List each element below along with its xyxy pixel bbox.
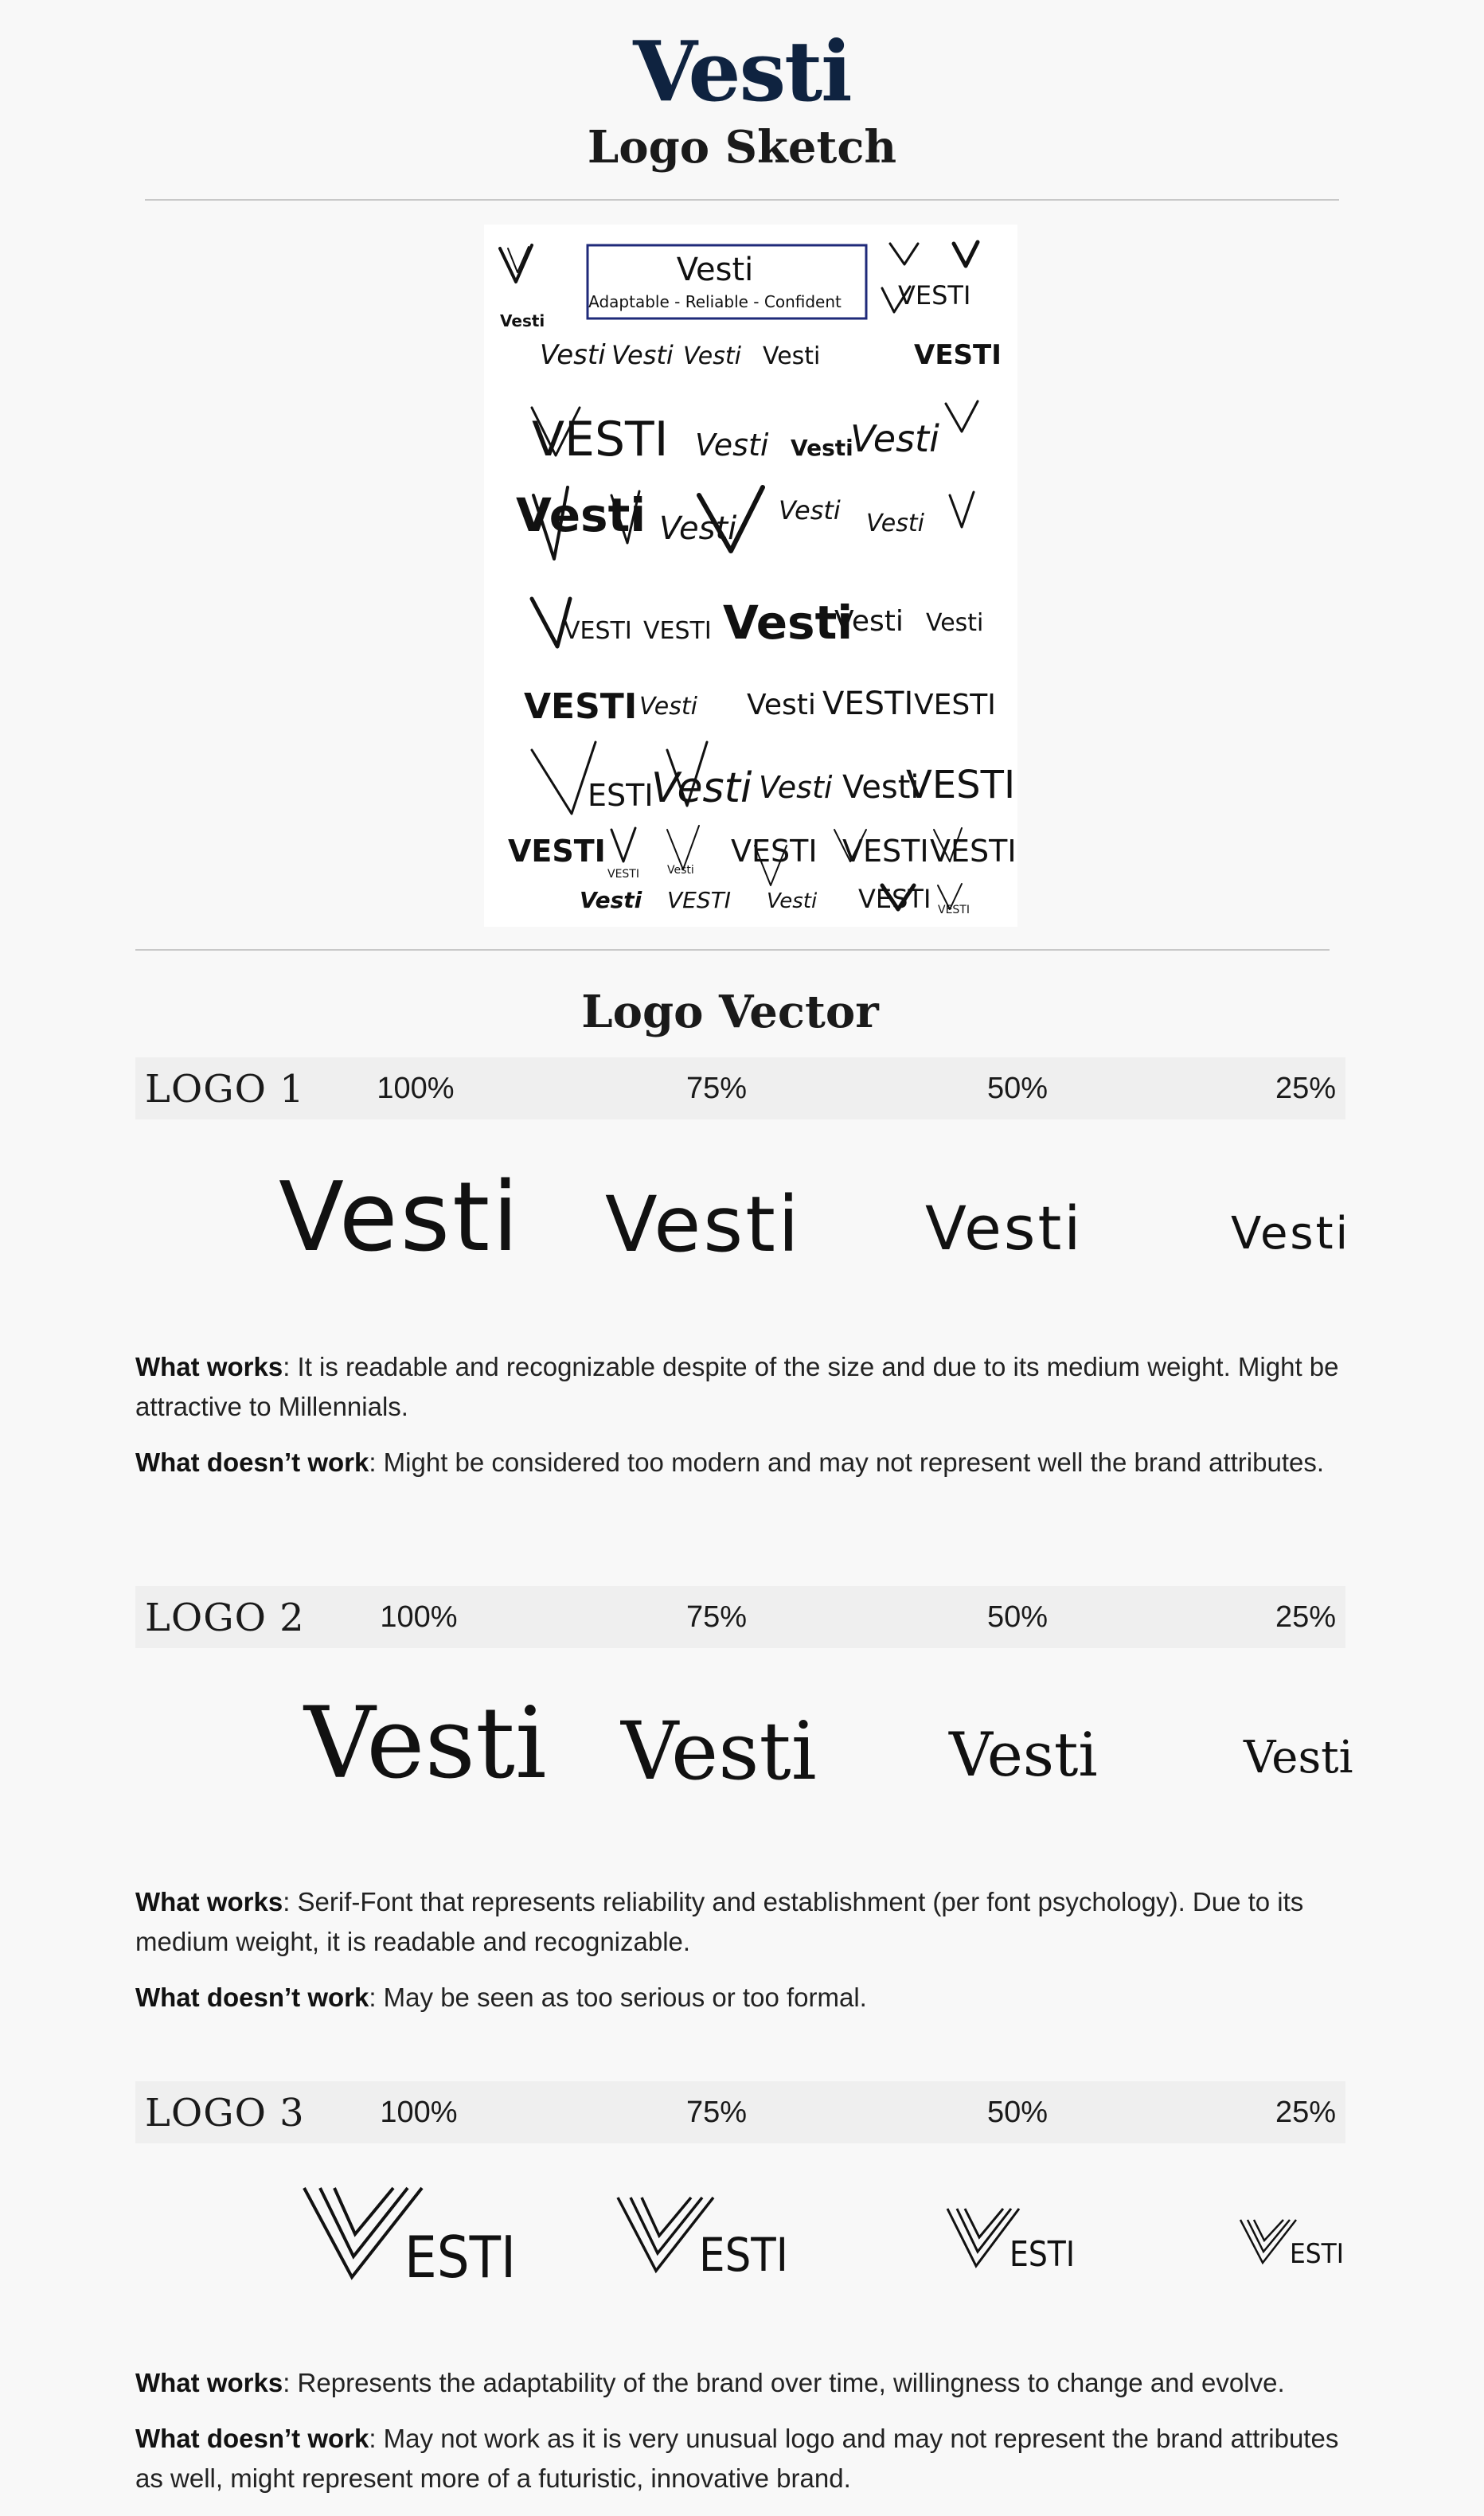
works-text: : It is readable and recognizable despite of the size and due to its medium weight. Might be attractive to Millennials.	[135, 1352, 1339, 1421]
svg-text:VESTI: VESTI	[842, 834, 929, 869]
logo-1-doesnt	[135, 1443, 1345, 1483]
svg-text:Vesti: Vesti	[850, 417, 939, 460]
logo-2-wordmark-25: Vesti	[1244, 1732, 1353, 1783]
logo-sketch-image	[484, 225, 1017, 927]
svg-text:VESTI: VESTI	[930, 834, 1017, 869]
svg-text:Vesti: Vesti	[516, 488, 646, 542]
svg-text:VESTI: VESTI	[667, 887, 731, 913]
svg-text:Vesti: Vesti	[540, 339, 606, 371]
svg-text:Vesti: Vesti	[651, 764, 752, 812]
svg-text:Vesti: Vesti	[667, 864, 694, 877]
logo-1-wordmark-100: Vesti	[279, 1162, 521, 1273]
svg-text:VESTI: VESTI	[524, 686, 638, 727]
logo-2-doesnt	[135, 1978, 1345, 2018]
svg-text:Vesti: Vesti	[926, 609, 984, 637]
sketch-box-tagline: Adaptable - Reliable - Confident	[588, 292, 842, 311]
sketch-word-1: VESTI	[532, 412, 669, 467]
svg-text:Vesti: Vesti	[791, 435, 853, 461]
percent-100: 100%	[380, 1600, 458, 1634]
doesnt-text: : May be seen as too serious or too formal.	[369, 1983, 867, 2012]
logo-1-wordmark-50: Vesti	[925, 1193, 1084, 1264]
sketch-word-3: VESTI	[564, 617, 632, 645]
logo-3-wordmark-50	[946, 2205, 1077, 2275]
works-label: What works	[135, 2368, 283, 2397]
works-text: : Represents the adaptability of the brand over time, willingness to change and evolve.	[283, 2368, 1285, 2397]
svg-text:VESTI: VESTI	[914, 339, 1002, 371]
logo-2-wordmark-50: Vesti	[949, 1719, 1098, 1790]
percent-100: 100%	[377, 1072, 455, 1105]
works-label: What works	[135, 1352, 283, 1381]
percent-25: 25%	[1275, 1600, 1337, 1634]
percent-75: 75%	[685, 2096, 748, 2129]
svg-text:VESTI: VESTI	[858, 884, 931, 914]
sketch-word-6: Vesti	[767, 889, 818, 913]
logo-1-wordmark-75: Vesti	[605, 1180, 802, 1269]
logo-3-letters: ESTI	[1010, 2234, 1075, 2275]
sketch-box-title: Vesti	[676, 252, 754, 288]
percent-50: 50%	[986, 1072, 1049, 1105]
logo-3-wordmark-100	[303, 2185, 517, 2291]
doesnt-label: What doesn’t work	[135, 1447, 369, 1477]
logo-3-header	[135, 2081, 1345, 2143]
logo-2-works	[135, 1882, 1345, 1962]
logo-1-wordmark-25: Vesti	[1231, 1208, 1351, 1260]
works-text: : Serif-Font that represents reliability and establishment (per font psychology). Due to its medium weight, it is readable and recognizable.	[135, 1887, 1304, 1956]
divider	[135, 949, 1330, 951]
svg-text:Vesti: Vesti	[683, 342, 741, 370]
svg-text:VESTI: VESTI	[822, 686, 914, 722]
percent-100: 100%	[380, 2096, 458, 2129]
svg-text:Vesti: Vesti	[639, 693, 697, 721]
divider	[145, 199, 1339, 201]
logo-2-wordmark-75: Vesti	[621, 1705, 817, 1798]
logo-3-doesnt	[135, 2419, 1345, 2498]
svg-text:VESTI: VESTI	[508, 834, 606, 869]
svg-text:Vesti: Vesti	[500, 311, 545, 330]
svg-text:VESTI: VESTI	[898, 280, 971, 311]
percent-50: 50%	[986, 2096, 1049, 2129]
logo-3-wordmark-75	[616, 2194, 791, 2282]
svg-text:VESTI: VESTI	[607, 868, 639, 881]
doesnt-text: : Might be considered too modern and may not represent well the brand attributes.	[369, 1447, 1325, 1477]
brand-title: Vesti	[633, 22, 851, 120]
svg-text:Vesti: Vesti	[759, 770, 833, 805]
doesnt-label: What doesn’t work	[135, 1983, 369, 2012]
section-title: Logo Vector	[581, 986, 879, 1038]
svg-text:Vesti: Vesti	[779, 495, 841, 525]
svg-text:VESTI: VESTI	[643, 617, 712, 645]
logo-3-letters: ESTI	[404, 2224, 516, 2291]
svg-text:Vesti: Vesti	[834, 605, 904, 638]
logo-1-header	[135, 1057, 1345, 1119]
svg-text:VESTI: VESTI	[938, 904, 970, 916]
logo-name: LOGO 3	[145, 2091, 305, 2135]
svg-text:Vesti: Vesti	[866, 510, 924, 537]
percent-25: 25%	[1275, 1072, 1337, 1105]
svg-text:Vesti: Vesti	[723, 596, 853, 650]
v-mark-icon	[1239, 2217, 1345, 2270]
svg-text:Vesti: Vesti	[580, 887, 642, 913]
page-subtitle: Logo Sketch	[587, 121, 897, 174]
logo-3-letters: ESTI	[699, 2228, 788, 2282]
svg-text:VESTI: VESTI	[906, 763, 1016, 807]
percent-75: 75%	[685, 1600, 748, 1634]
svg-text:Vesti: Vesti	[842, 769, 920, 806]
works-label: What works	[135, 1887, 283, 1916]
sketch-word-5: VESTI	[731, 834, 818, 869]
logo-2-header	[135, 1586, 1345, 1648]
logo-2-wordmark-100: Vesti	[304, 1686, 547, 1801]
percent-75: 75%	[685, 1072, 748, 1105]
doesnt-label: What doesn’t work	[135, 2424, 369, 2453]
percent-50: 50%	[986, 1600, 1049, 1634]
logo-name: LOGO 1	[145, 1067, 305, 1111]
v-mark-icon	[946, 2205, 1077, 2275]
svg-text:Vesti: Vesti	[659, 510, 737, 547]
logo-3-wordmark-25	[1239, 2217, 1345, 2270]
sketch-word-4: Vesti	[747, 689, 816, 721]
svg-text:Vesti: Vesti	[611, 340, 674, 370]
percent-25: 25%	[1275, 2096, 1337, 2129]
svg-text:Vesti: Vesti	[695, 428, 769, 463]
svg-text:VESTI: VESTI	[914, 689, 996, 721]
sketch-word-2: Vesti	[763, 342, 821, 370]
logo-name: LOGO 2	[145, 1596, 305, 1640]
doesnt-text: : May not work as it is very unusual logo and may not represent the brand attributes as well, might represent more of a futuristic, innovative brand.	[135, 2424, 1339, 2493]
svg-text:ESTI: ESTI	[588, 778, 654, 813]
logo-3-letters: ESTI	[1290, 2238, 1344, 2270]
v-mark-icon	[303, 2185, 517, 2291]
logo-3-works	[135, 2363, 1345, 2403]
logo-1-works	[135, 1347, 1345, 1427]
v-mark-icon	[616, 2194, 791, 2282]
